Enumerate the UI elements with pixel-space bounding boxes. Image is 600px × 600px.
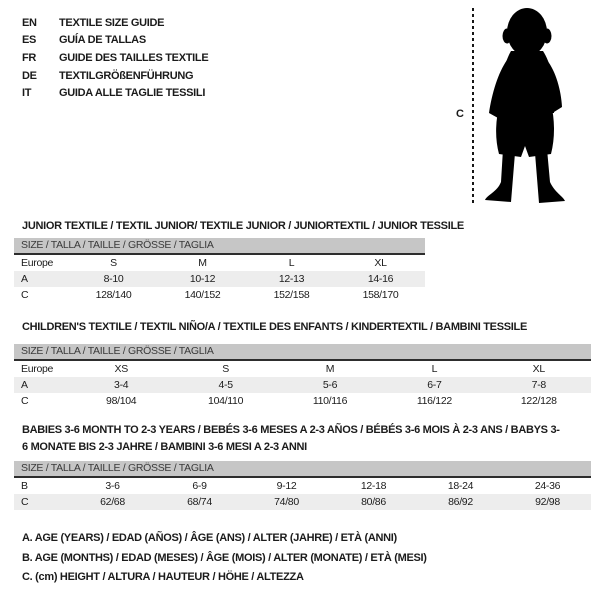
size-header-bar: SIZE / TALLA / TAILLE / GRÖSSE / TAGLIA: [14, 238, 425, 255]
row-label: C: [21, 395, 29, 407]
table-cell: 6-9: [192, 480, 207, 492]
table-cell: 12-13: [278, 273, 305, 285]
table-body: [14, 361, 591, 409]
table-row: [14, 361, 591, 377]
row-label: C: [21, 496, 29, 508]
junior-size-table: [14, 238, 425, 303]
language-row: [22, 14, 208, 32]
language-code: DE: [22, 69, 37, 82]
size-header-bar: SIZE / TALLA / TAILLE / GRÖSSE / TAGLIA: [14, 344, 591, 361]
row-label: A: [21, 273, 28, 285]
table-cell: XL: [532, 363, 545, 375]
language-code: ES: [22, 34, 37, 47]
children-table-title: CHILDREN'S TEXTILE / TEXTIL NIÑO/A / TEXTILE DES ENFANTS / KINDERTEXTIL / BAMBINI TESSILE: [22, 321, 527, 333]
legend-line-a: A. AGE (YEARS) / EDAD (AÑOS) / ÂGE (ANS) / ALTER (JAHRE) / ETÀ (ANNI): [22, 532, 397, 544]
table-row: [14, 478, 591, 494]
size-header-bar: SIZE / TALLA / TAILLE / GRÖSSE / TAGLIA: [14, 461, 591, 478]
table-cell: 18-24: [447, 480, 474, 492]
table-cell: 122/128: [520, 395, 557, 407]
junior-table-title: JUNIOR TEXTILE / TEXTIL JUNIOR/ TEXTILE JUNIOR / JUNIORTEXTIL / JUNIOR TESSILE: [22, 220, 464, 232]
row-label: Europe: [21, 363, 54, 375]
table-cell: 68/74: [187, 496, 212, 508]
measure-legend: [22, 529, 427, 588]
table-cell: 8-10: [103, 273, 124, 285]
table-cell: 158/170: [362, 289, 399, 301]
table-cell: 74/80: [274, 496, 299, 508]
language-title: GUIDA ALLE TAGLIE TESSILI: [59, 87, 206, 100]
table-cell: 62/68: [100, 496, 125, 508]
table-row: [14, 287, 425, 303]
language-code: FR: [22, 51, 37, 64]
table-cell: 10-12: [189, 273, 216, 285]
table-cell: 128/140: [95, 289, 132, 301]
table-row: [14, 271, 425, 287]
height-measure-label: C: [456, 108, 464, 120]
row-label: C: [21, 289, 29, 301]
table-cell: XS: [114, 363, 128, 375]
table-cell: 116/122: [416, 395, 452, 407]
table-cell: 5-6: [322, 379, 338, 391]
table-cell: 92/98: [535, 496, 560, 508]
table-cell: 12-18: [360, 480, 387, 492]
table-cell: 14-16: [367, 273, 394, 285]
table-cell: 86/92: [448, 496, 473, 508]
table-body: [14, 255, 425, 303]
table-cell: 9-12: [276, 480, 297, 492]
language-title-list: [22, 14, 208, 102]
language-title: TEXTILE SIZE GUIDE: [59, 16, 165, 29]
row-label: Europe: [21, 257, 54, 269]
table-cell: 24-36: [534, 480, 561, 492]
table-row: [14, 494, 591, 510]
table-cell: L: [431, 363, 438, 375]
table-cell: 3-4: [114, 379, 129, 391]
table-cell: 104/110: [208, 395, 244, 407]
language-code: EN: [22, 16, 37, 29]
table-row: [14, 377, 591, 393]
table-cell: 7-8: [531, 379, 546, 391]
table-cell: 80/86: [361, 496, 386, 508]
table-cell: 152/158: [273, 289, 310, 301]
table-cell: S: [110, 257, 117, 269]
table-cell: XL: [374, 257, 387, 269]
language-title: TEXTILGRÖßENFÜHRUNG: [59, 69, 194, 82]
language-row: [22, 67, 208, 85]
table-cell: 3-6: [105, 480, 120, 492]
table-cell: 4-5: [218, 379, 233, 391]
table-cell: 98/104: [106, 395, 137, 407]
legend-line-b: B. AGE (MONTHS) / EDAD (MESES) / ÂGE (MOIS) / ALTER (MONATE) / ETÀ (MESI): [22, 551, 427, 564]
table-cell: S: [222, 363, 229, 375]
table-row: [14, 393, 591, 409]
table-cell: M: [198, 257, 207, 269]
table-row: [14, 255, 425, 271]
children-size-table: [14, 344, 591, 409]
legend-line-c: C. (cm) HEIGHT / ALTURA / HAUTEUR / HÖHE / ALTEZZA: [22, 571, 304, 583]
height-dashed-line: [472, 8, 474, 206]
table-body: [14, 478, 591, 510]
row-label: B: [21, 480, 28, 492]
table-cell: L: [288, 257, 295, 269]
table-cell: 140/152: [184, 289, 221, 301]
babies-table-title: BABIES 3-6 MONTH TO 2-3 YEARS / BEBÉS 3-6 MESES A 2-3 AÑOS / BÉBÉS 3-6 MOIS À 2-3 ANS / BABYS 3-6 MONATE BIS 2-3 JAHRE / BAMBINI 3-6 MESI A 2-3 ANNI: [22, 424, 560, 453]
toddler-silhouette-icon: [481, 5, 576, 207]
table-cell: 6-7: [427, 379, 442, 391]
row-label: A: [21, 379, 28, 391]
language-code: IT: [22, 87, 32, 100]
language-row: [22, 49, 208, 67]
language-row: [22, 84, 208, 102]
language-title: GUIDE DES TAILLES TEXTILE: [59, 51, 209, 64]
language-title: GUÍA DE TALLAS: [59, 34, 146, 47]
table-cell: M: [325, 363, 335, 375]
language-row: [22, 32, 208, 50]
table-cell: 110/116: [312, 395, 348, 407]
babies-size-table: [14, 461, 591, 510]
